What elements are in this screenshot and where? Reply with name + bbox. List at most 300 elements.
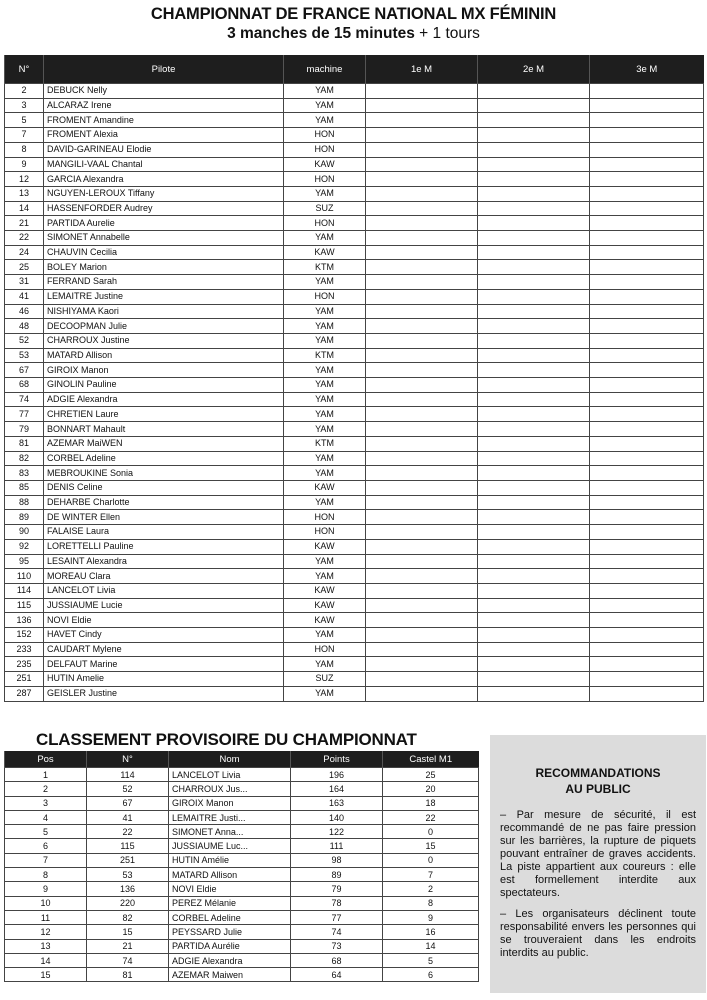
entry-machine: YAM — [284, 569, 366, 584]
rank-name: JUSSIAUME Luc... — [169, 839, 291, 853]
entry-pilot: HASSENFORDER Audrey — [44, 201, 284, 216]
entry-machine: KAW — [284, 157, 366, 172]
rank-castel: 2 — [383, 882, 479, 896]
col-header-pilot: Pilote — [44, 55, 284, 84]
rank-name: HUTIN Amélie — [169, 853, 291, 867]
entry-race3-cell — [590, 348, 704, 363]
rank-pos: 2 — [5, 782, 87, 796]
table-row — [5, 672, 704, 687]
rank-pos: 5 — [5, 825, 87, 839]
entry-pilot: PARTIDA Aurelie — [44, 216, 284, 231]
entry-race3-cell — [590, 598, 704, 613]
entry-race3-cell — [590, 525, 704, 540]
entry-race1-cell — [366, 113, 478, 128]
entry-pilot: CORBEL Adeline — [44, 451, 284, 466]
table-row — [5, 657, 704, 672]
col-header-rank-number: N° — [87, 751, 169, 768]
entry-race1-cell — [366, 231, 478, 246]
rank-pos: 4 — [5, 810, 87, 824]
rank-pos: 3 — [5, 796, 87, 810]
entry-machine: YAM — [284, 407, 366, 422]
entry-number: 46 — [5, 304, 44, 319]
recommendations-box — [490, 735, 706, 993]
rank-name: PEYSSARD Julie — [169, 925, 291, 939]
entry-race2-cell — [478, 569, 590, 584]
entry-race1-cell — [366, 378, 478, 393]
entry-pilot: NOVI Eldie — [44, 613, 284, 628]
rank-castel: 7 — [383, 868, 479, 882]
entry-race2-cell — [478, 319, 590, 334]
rank-pos: 7 — [5, 853, 87, 867]
table-row — [5, 436, 704, 451]
entry-race1-cell — [366, 642, 478, 657]
entry-race2-cell — [478, 598, 590, 613]
entries-header-row — [5, 55, 704, 84]
entry-race2-cell — [478, 525, 590, 540]
table-row — [5, 839, 479, 853]
entry-pilot: MATARD Allison — [44, 348, 284, 363]
entry-number: 251 — [5, 672, 44, 687]
rank-points: 74 — [291, 925, 383, 939]
entry-number: 152 — [5, 628, 44, 643]
table-row — [5, 554, 704, 569]
entry-race3-cell — [590, 672, 704, 687]
entry-race2-cell — [478, 422, 590, 437]
entry-machine: HON — [284, 525, 366, 540]
entry-machine: KTM — [284, 436, 366, 451]
entry-race1-cell — [366, 128, 478, 143]
entry-race1-cell — [366, 554, 478, 569]
entry-race3-cell — [590, 216, 704, 231]
entry-race1-cell — [366, 157, 478, 172]
entry-number: 92 — [5, 539, 44, 554]
entry-race3-cell — [590, 510, 704, 525]
rank-number: 82 — [87, 910, 169, 924]
entry-pilot: CHRETIEN Laure — [44, 407, 284, 422]
col-header-race2: 2e M — [478, 55, 590, 84]
table-row — [5, 363, 704, 378]
rank-castel: 0 — [383, 853, 479, 867]
entry-race2-cell — [478, 186, 590, 201]
table-row — [5, 628, 704, 643]
table-row — [5, 186, 704, 201]
entry-pilot: LEMAITRE Justine — [44, 289, 284, 304]
entry-pilot: LORETTELLI Pauline — [44, 539, 284, 554]
entry-race3-cell — [590, 319, 704, 334]
rank-castel: 9 — [383, 910, 479, 924]
rank-castel: 22 — [383, 810, 479, 824]
table-row — [5, 260, 704, 275]
col-header-race3: 3e M — [590, 55, 704, 84]
entry-machine: YAM — [284, 554, 366, 569]
entry-race1-cell — [366, 304, 478, 319]
entry-machine: HON — [284, 510, 366, 525]
table-row — [5, 642, 704, 657]
entry-machine: KAW — [284, 245, 366, 260]
entry-race2-cell — [478, 583, 590, 598]
col-header-castel: Castel M1 — [383, 751, 479, 768]
entry-race3-cell — [590, 628, 704, 643]
entry-race3-cell — [590, 172, 704, 187]
entry-race3-cell — [590, 583, 704, 598]
entry-race1-cell — [366, 657, 478, 672]
table-row — [5, 939, 479, 953]
entry-race2-cell — [478, 436, 590, 451]
entry-number: 2 — [5, 84, 44, 99]
entry-machine: KAW — [284, 598, 366, 613]
entry-pilot: FROMENT Alexia — [44, 128, 284, 143]
entry-race2-cell — [478, 128, 590, 143]
entry-number: 53 — [5, 348, 44, 363]
recommendations-title-line2: AU PUBLIC — [565, 782, 631, 796]
ranking-title: CLASSEMENT PROVISOIRE DU CHAMPIONNAT — [36, 730, 417, 749]
rank-name: CHARROUX Jus... — [169, 782, 291, 796]
rank-points: 122 — [291, 825, 383, 839]
entry-race3-cell — [590, 436, 704, 451]
entry-number: 9 — [5, 157, 44, 172]
entry-race3-cell — [590, 495, 704, 510]
entry-race3-cell — [590, 642, 704, 657]
entry-number: 233 — [5, 642, 44, 657]
entry-number: 31 — [5, 275, 44, 290]
entry-race2-cell — [478, 378, 590, 393]
entry-pilot: LANCELOT Livia — [44, 583, 284, 598]
entry-race1-cell — [366, 98, 478, 113]
entry-race1-cell — [366, 260, 478, 275]
rank-points: 73 — [291, 939, 383, 953]
entry-pilot: ADGIE Alexandra — [44, 392, 284, 407]
entry-race1-cell — [366, 598, 478, 613]
entry-race1-cell — [366, 510, 478, 525]
entry-race1-cell — [366, 539, 478, 554]
entry-race3-cell — [590, 98, 704, 113]
entry-machine: YAM — [284, 466, 366, 481]
entry-race2-cell — [478, 201, 590, 216]
entry-race1-cell — [366, 84, 478, 99]
rank-number: 15 — [87, 925, 169, 939]
entry-number: 115 — [5, 598, 44, 613]
entry-race3-cell — [590, 363, 704, 378]
entry-number: 5 — [5, 113, 44, 128]
entry-number: 88 — [5, 495, 44, 510]
col-header-pos: Pos — [5, 751, 87, 768]
entry-number: 3 — [5, 98, 44, 113]
entry-race3-cell — [590, 466, 704, 481]
rank-name: ADGIE Alexandra — [169, 953, 291, 967]
entry-pilot: DE WINTER Ellen — [44, 510, 284, 525]
rank-number: 115 — [87, 839, 169, 853]
entry-race3-cell — [590, 186, 704, 201]
rank-points: 78 — [291, 896, 383, 910]
entry-race3-cell — [590, 378, 704, 393]
entry-race1-cell — [366, 436, 478, 451]
entry-number: 77 — [5, 407, 44, 422]
entry-number: 136 — [5, 613, 44, 628]
entry-race2-cell — [478, 113, 590, 128]
table-row — [5, 289, 704, 304]
entry-race2-cell — [478, 231, 590, 246]
entry-race3-cell — [590, 451, 704, 466]
entry-pilot: GARCIA Alexandra — [44, 172, 284, 187]
entry-race2-cell — [478, 686, 590, 701]
entry-machine: YAM — [284, 422, 366, 437]
entry-race3-cell — [590, 84, 704, 99]
recommendations-paragraph-2: – Les organisateurs déclinent toute responsabilité envers les personnes qui se trouveraient dans les endroits interdits au public. — [500, 908, 696, 959]
rank-number: 52 — [87, 782, 169, 796]
rank-points: 98 — [291, 853, 383, 867]
entry-race2-cell — [478, 642, 590, 657]
entries-body — [5, 84, 704, 702]
col-header-machine: machine — [284, 55, 366, 84]
entry-race3-cell — [590, 113, 704, 128]
entry-race2-cell — [478, 304, 590, 319]
entry-pilot: CHARROUX Justine — [44, 333, 284, 348]
table-row — [5, 392, 704, 407]
rank-name: LANCELOT Livia — [169, 768, 291, 782]
entry-race2-cell — [478, 289, 590, 304]
table-row — [5, 853, 479, 867]
entry-machine: KTM — [284, 260, 366, 275]
entry-number: 74 — [5, 392, 44, 407]
entry-machine: HON — [284, 128, 366, 143]
table-row — [5, 466, 704, 481]
table-row — [5, 796, 479, 810]
entry-number: 14 — [5, 201, 44, 216]
table-row — [5, 128, 704, 143]
entry-race3-cell — [590, 686, 704, 701]
table-row — [5, 782, 479, 796]
entry-race1-cell — [366, 466, 478, 481]
table-row — [5, 201, 704, 216]
entry-machine: HON — [284, 172, 366, 187]
entry-race1-cell — [366, 392, 478, 407]
table-row — [5, 583, 704, 598]
rank-points: 163 — [291, 796, 383, 810]
rank-number: 81 — [87, 968, 169, 982]
entry-race1-cell — [366, 363, 478, 378]
page-subtitle — [0, 24, 707, 43]
entry-race2-cell — [478, 554, 590, 569]
entry-race3-cell — [590, 613, 704, 628]
entry-number: 68 — [5, 378, 44, 393]
entry-pilot: GINOLIN Pauline — [44, 378, 284, 393]
entry-machine: SUZ — [284, 201, 366, 216]
rank-castel: 25 — [383, 768, 479, 782]
entry-number: 90 — [5, 525, 44, 540]
entry-pilot: GIROIX Manon — [44, 363, 284, 378]
entry-race1-cell — [366, 245, 478, 260]
subtitle-extra-laps: + 1 tours — [414, 25, 480, 42]
rank-name: MATARD Allison — [169, 868, 291, 882]
entry-race1-cell — [366, 686, 478, 701]
table-row — [5, 686, 704, 701]
recommendations-title-line1: RECOMMANDATIONS — [535, 766, 661, 780]
entry-number: 67 — [5, 363, 44, 378]
entry-number: 83 — [5, 466, 44, 481]
rank-name: PEREZ Mélanie — [169, 896, 291, 910]
entry-pilot: DEBUCK Nelly — [44, 84, 284, 99]
entry-machine: YAM — [284, 333, 366, 348]
entry-number: 114 — [5, 583, 44, 598]
table-row — [5, 868, 479, 882]
entry-number: 79 — [5, 422, 44, 437]
entry-race3-cell — [590, 231, 704, 246]
entry-pilot: LESAINT Alexandra — [44, 554, 284, 569]
entry-machine: KAW — [284, 480, 366, 495]
table-row — [5, 953, 479, 967]
entry-machine: HON — [284, 642, 366, 657]
rank-castel: 0 — [383, 825, 479, 839]
entry-machine: YAM — [284, 98, 366, 113]
entry-pilot: NISHIYAMA Kaori — [44, 304, 284, 319]
entry-race3-cell — [590, 142, 704, 157]
entry-race1-cell — [366, 451, 478, 466]
entry-race2-cell — [478, 260, 590, 275]
entry-number: 8 — [5, 142, 44, 157]
entry-race2-cell — [478, 510, 590, 525]
table-row — [5, 896, 479, 910]
entry-machine: HON — [284, 142, 366, 157]
entry-race1-cell — [366, 628, 478, 643]
rank-number: 220 — [87, 896, 169, 910]
entry-race3-cell — [590, 554, 704, 569]
col-header-race1: 1e M — [366, 55, 478, 84]
rank-number: 22 — [87, 825, 169, 839]
entry-number: 25 — [5, 260, 44, 275]
entry-race1-cell — [366, 319, 478, 334]
entry-race3-cell — [590, 657, 704, 672]
entry-race3-cell — [590, 333, 704, 348]
rank-name: CORBEL Adeline — [169, 910, 291, 924]
entry-race2-cell — [478, 142, 590, 157]
entry-race3-cell — [590, 422, 704, 437]
rank-number: 41 — [87, 810, 169, 824]
ranking-body — [5, 768, 479, 982]
entry-race1-cell — [366, 480, 478, 495]
entry-machine: YAM — [284, 657, 366, 672]
entry-number: 110 — [5, 569, 44, 584]
entry-pilot: MEBROUKINE Sonia — [44, 466, 284, 481]
entry-race2-cell — [478, 245, 590, 260]
col-header-name: Nom — [169, 751, 291, 768]
rank-pos: 10 — [5, 896, 87, 910]
table-row — [5, 304, 704, 319]
rank-number: 114 — [87, 768, 169, 782]
rank-number: 21 — [87, 939, 169, 953]
entry-pilot: MANGILI-VAAL Chantal — [44, 157, 284, 172]
rank-name: PARTIDA Aurélie — [169, 939, 291, 953]
table-row — [5, 569, 704, 584]
table-row — [5, 525, 704, 540]
entry-number: 81 — [5, 436, 44, 451]
entry-pilot: DEHARBE Charlotte — [44, 495, 284, 510]
entry-race2-cell — [478, 392, 590, 407]
entry-pilot: NGUYEN-LEROUX Tiffany — [44, 186, 284, 201]
entry-number: 82 — [5, 451, 44, 466]
entry-machine: YAM — [284, 113, 366, 128]
page-header — [0, 4, 707, 43]
rank-castel: 20 — [383, 782, 479, 796]
table-row — [5, 157, 704, 172]
entry-machine: KAW — [284, 613, 366, 628]
table-row — [5, 495, 704, 510]
entry-machine: YAM — [284, 304, 366, 319]
entry-machine: YAM — [284, 628, 366, 643]
rank-castel: 18 — [383, 796, 479, 810]
entry-race1-cell — [366, 672, 478, 687]
entry-machine: KAW — [284, 539, 366, 554]
entry-pilot: CAUDART Mylene — [44, 642, 284, 657]
table-row — [5, 925, 479, 939]
rank-points: 164 — [291, 782, 383, 796]
entry-number: 7 — [5, 128, 44, 143]
entry-race1-cell — [366, 422, 478, 437]
rank-points: 111 — [291, 839, 383, 853]
table-row — [5, 172, 704, 187]
entry-race2-cell — [478, 216, 590, 231]
entry-race3-cell — [590, 407, 704, 422]
rank-pos: 6 — [5, 839, 87, 853]
entry-race1-cell — [366, 172, 478, 187]
rank-pos: 1 — [5, 768, 87, 782]
table-row — [5, 810, 479, 824]
entry-pilot: ALCARAZ Irene — [44, 98, 284, 113]
rank-points: 68 — [291, 953, 383, 967]
entry-machine: YAM — [284, 186, 366, 201]
table-row — [5, 216, 704, 231]
entry-machine: YAM — [284, 378, 366, 393]
entry-race2-cell — [478, 275, 590, 290]
rank-name: SIMONET Anna... — [169, 825, 291, 839]
rank-pos: 8 — [5, 868, 87, 882]
entry-machine: YAM — [284, 319, 366, 334]
table-row — [5, 348, 704, 363]
entry-race3-cell — [590, 201, 704, 216]
entry-number: 22 — [5, 231, 44, 246]
entry-pilot: HAVET Cindy — [44, 628, 284, 643]
entry-pilot: FERRAND Sarah — [44, 275, 284, 290]
entry-number: 95 — [5, 554, 44, 569]
entry-race3-cell — [590, 480, 704, 495]
entry-race3-cell — [590, 392, 704, 407]
entry-race1-cell — [366, 333, 478, 348]
entry-race3-cell — [590, 304, 704, 319]
entry-number: 41 — [5, 289, 44, 304]
entry-race2-cell — [478, 466, 590, 481]
rank-number: 53 — [87, 868, 169, 882]
entry-number: 235 — [5, 657, 44, 672]
rank-points: 79 — [291, 882, 383, 896]
ranking-table — [4, 751, 479, 982]
entry-race2-cell — [478, 407, 590, 422]
rank-points: 89 — [291, 868, 383, 882]
entry-machine: KAW — [284, 583, 366, 598]
table-row — [5, 378, 704, 393]
entry-race3-cell — [590, 539, 704, 554]
rank-number: 251 — [87, 853, 169, 867]
rank-number: 74 — [87, 953, 169, 967]
entry-number: 287 — [5, 686, 44, 701]
table-row — [5, 275, 704, 290]
entry-machine: HON — [284, 216, 366, 231]
entry-race2-cell — [478, 84, 590, 99]
entry-pilot: FALAISE Laura — [44, 525, 284, 540]
entry-race2-cell — [478, 539, 590, 554]
entry-race2-cell — [478, 157, 590, 172]
entry-race3-cell — [590, 569, 704, 584]
entry-race1-cell — [366, 495, 478, 510]
entry-pilot: FROMENT Amandine — [44, 113, 284, 128]
